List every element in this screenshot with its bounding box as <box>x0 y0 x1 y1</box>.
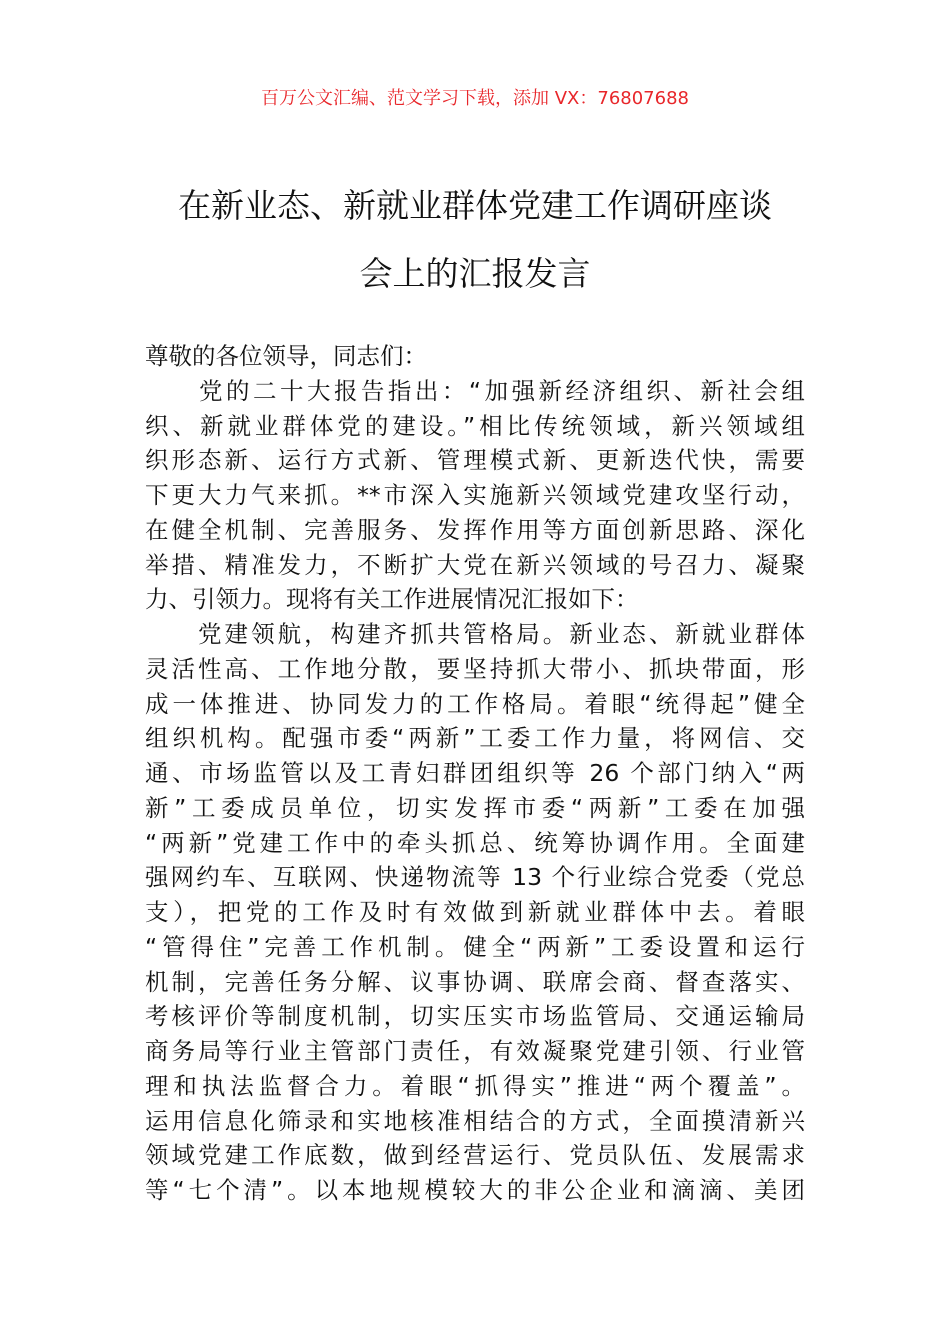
text-line: 通、市场监管以及工青妇群团组织等 26 个部门纳入“两 <box>145 759 805 787</box>
text-line: “两新”党建工作中的牵头抓总、统筹协调作用。全面建 <box>145 828 805 857</box>
text-line: 党建领航，构建齐抓共管格局。新业态、新就业群体 <box>145 620 805 648</box>
text-line: 领域党建工作底数，做到经营运行、党员队伍、发展需求 <box>145 1141 805 1170</box>
document-title-line-2: 会上的汇报发言 <box>359 254 591 293</box>
text-line: 成一体推进、协同发力的工作格局。着眼“统得起”健全 <box>145 689 805 718</box>
text-line: 下更大力气来抓。**市深入实施新兴领域党建攻坚行动， <box>145 481 805 509</box>
text-line: 考核评价等制度机制，切实压实市场监管局、交通运输局 <box>145 1002 805 1031</box>
text-line: 等“七个清”。以本地规模较大的非公企业和滴滴、美团 <box>145 1176 805 1204</box>
text-line: 运用信息化筛录和实地核准相结合的方式，全面摸清新兴 <box>145 1106 805 1135</box>
text-line: 举措、精准发力，不断扩大党在新兴领域的号召力、凝聚 <box>145 550 805 579</box>
text-line: 理和执法监督合力。着眼“抓得实”推进“两个覆盖”。 <box>145 1071 805 1100</box>
paragraph-2 <box>145 617 805 1208</box>
document-body <box>145 339 805 1208</box>
text-line: 党的二十大报告指出：“加强新经济组织、新社会组 <box>145 376 805 405</box>
text-line: 组织机构。配强市委“两新”工委工作力量，将网信、交 <box>145 724 805 753</box>
text-line: 织、新就业群体党的建设。”相比传统领域，新兴领域组 <box>145 411 805 440</box>
paragraph-1 <box>145 374 805 617</box>
text-line: 机制，完善任务分解、议事协调、联席会商、督查落实、 <box>145 967 805 996</box>
text-line: 商务局等行业主管部门责任，有效凝聚党建引领、行业管 <box>145 1037 805 1065</box>
text-line: 支），把党的工作及时有效做到新就业群体中去。着眼 <box>145 898 805 926</box>
text-line: 在健全机制、完善服务、发挥作用等方面创新思路、深化 <box>145 515 805 544</box>
text-line: 织形态新、运行方式新、管理模式新、更新迭代快，需要 <box>145 446 805 475</box>
text-line: 强网约车、互联网、快递物流等 13 个行业综合党委（党总 <box>145 863 805 892</box>
text-line: 力、引领力。现将有关工作进展情况汇报如下： <box>145 585 639 614</box>
watermark-header: 百万公文汇编、范文学习下载，添加 VX：76807688 <box>261 88 689 109</box>
text-line: 新”工委成员单位，切实发挥市委“两新”工委在加强 <box>145 793 805 822</box>
text-line: “管得住”完善工作机制。健全“两新”工委设置和运行 <box>145 932 805 961</box>
text-line: 灵活性高、工作地分散，要坚持抓大带小、抓块带面，形 <box>145 654 805 683</box>
salutation: 尊敬的各位领导，同志们： <box>145 342 427 370</box>
document-title-line-1: 在新业态、新就业群体党建工作调研座谈 <box>178 186 772 225</box>
